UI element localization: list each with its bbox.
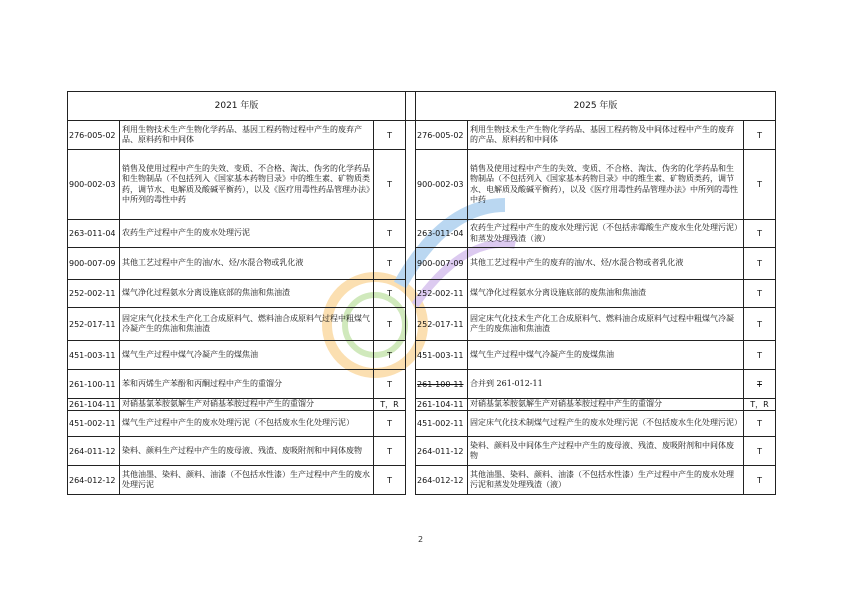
code-2025: 252-002-11 (416, 280, 468, 308)
table-row (68, 308, 776, 341)
desc-2025: 农药生产过程中产生的废水处理污泥（不包括赤霉酸生产废水生化处理污泥）和蒸发处理残渣（液） (468, 220, 744, 248)
code-2025: 264-011-12 (416, 437, 468, 466)
waste-comparison-table (67, 91, 776, 495)
code-2025: 261-104-11 (416, 399, 468, 411)
desc-2021: 对硝基氯苯胺氨解生产对硝基苯胺过程中产生的重馏分 (120, 399, 374, 411)
desc-2021: 其他油墨、染料、颜料、油漆（不包括水性漆）生产过程中产生的废水处理污泥 (120, 466, 374, 495)
category-2021: T (374, 341, 406, 370)
category-2021: T (374, 220, 406, 248)
desc-2021: 固定床气化技术生产化工合成原料气、燃料油合成原料气过程中粗煤气冷凝产生的焦油和焦油渣 (120, 308, 374, 341)
table-row (68, 121, 776, 150)
category-2025: T (744, 220, 776, 248)
table-row (68, 220, 776, 248)
category-2021: T (374, 370, 406, 399)
desc-2025: 合并到 261-012-11 (468, 370, 744, 399)
table-row (68, 280, 776, 308)
page-number: 2 (417, 535, 424, 544)
desc-2021: 煤气生产过程中产生的废水处理污泥（不包括废水生化处理污泥） (120, 411, 374, 437)
desc-2025: 煤气净化过程氨水分离设施底部的废焦油和焦油渣 (468, 280, 744, 308)
code-2025: 900-002-03 (416, 150, 468, 220)
category-2021: T (374, 150, 406, 220)
code-2025: 451-003-11 (416, 341, 468, 370)
code-2021: 252-017-11 (68, 308, 120, 341)
category-2025: T (744, 280, 776, 308)
category-2021: T (374, 248, 406, 280)
table-row (68, 248, 776, 280)
desc-2025: 固定床气化技术制煤气过程产生的废水处理污泥（不包括废水生化处理污泥） (468, 411, 744, 437)
category-2025 (744, 370, 776, 399)
category-2021: T (374, 466, 406, 495)
category-2025: T (744, 411, 776, 437)
deleted-category: T (757, 379, 762, 389)
desc-2021: 农药生产过程中产生的废水处理污泥 (120, 220, 374, 248)
code-2025: 900-007-09 (416, 248, 468, 280)
category-2025: T (744, 308, 776, 341)
code-2025: 252-017-11 (416, 308, 468, 341)
code-2021: 264-012-12 (68, 466, 120, 495)
header-2025: 2025 年版 (416, 92, 776, 121)
header-2021: 2021 年版 (68, 92, 406, 121)
code-2021: 900-002-03 (68, 150, 120, 220)
desc-2021: 煤气生产过程中煤气冷凝产生的煤焦油 (120, 341, 374, 370)
code-2025: 264-012-12 (416, 466, 468, 495)
table-row (68, 437, 776, 466)
category-2021: T (374, 308, 406, 341)
desc-2025: 对硝基氯苯胺氨解生产对硝基苯胺过程中产生的重馏分 (468, 399, 744, 411)
desc-2021: 苯和丙烯生产苯酚和丙酮过程中产生的重馏分 (120, 370, 374, 399)
header-row (68, 92, 776, 121)
category-2025: T (744, 248, 776, 280)
code-2021: 451-003-11 (68, 341, 120, 370)
desc-2025: 销售及使用过程中产生的失效、变质、不合格、淘汰、伪劣的化学药品和生物制品（不包括列入《国家基本药物目录》中的维生素、矿物质类药，调节水、电解质及酸碱平衡药），以及《医疗用毒性药品管理办法》中所列的毒性中药 (468, 150, 744, 220)
desc-2025: 其他油墨、染料、颜料、油漆（不包括水性漆）生产过程中产生的废水处理污泥和蒸发处理残渣（液） (468, 466, 744, 495)
category-2021: T (374, 437, 406, 466)
category-2025: T (744, 121, 776, 150)
category-2021: T (374, 280, 406, 308)
code-2021: 261-104-11 (68, 399, 120, 411)
category-2021: T (374, 121, 406, 150)
table-row (68, 150, 776, 220)
table-row (68, 466, 776, 495)
category-2025: T，R (744, 399, 776, 411)
code-2025 (416, 370, 468, 399)
desc-2021: 销售及使用过程中产生的失效、变质、不合格、淘汰、伪劣的化学药品和生物制品（不包括列入《国家基本药物目录》中的维生素、矿物质类药，调节水、电解质及酸碱平衡药），以及《医疗用毒性药品管理办法》中所列的毒性中药 (120, 150, 374, 220)
desc-2021: 煤气净化过程氨水分离设施底部的焦油和焦油渣 (120, 280, 374, 308)
code-2021: 276-005-02 (68, 121, 120, 150)
code-2021: 264-011-12 (68, 437, 120, 466)
desc-2021: 利用生物技术生产生物化学药品、基因工程药物过程中产生的废弃产品、原料药和中间体 (120, 121, 374, 150)
table-row (68, 341, 776, 370)
code-2021: 900-007-09 (68, 248, 120, 280)
code-2021: 263-011-04 (68, 220, 120, 248)
category-2025: T (744, 466, 776, 495)
desc-2025: 其他工艺过程中产生的废弃的油/水、烃/水混合物或者乳化液 (468, 248, 744, 280)
desc-2025: 染料、颜料及中间体生产过程中产生的废母液、残渣、废吸附剂和中间体废物 (468, 437, 744, 466)
desc-2025: 固定床气化技术生产化工合成原料气、燃料油合成原料气过程中粗煤气冷凝产生的废焦油和焦油渣 (468, 308, 744, 341)
code-2025: 263-011-04 (416, 220, 468, 248)
category-2021: T，R (374, 399, 406, 411)
table-row (68, 399, 776, 411)
code-2025: 276-005-02 (416, 121, 468, 150)
code-2021: 252-002-11 (68, 280, 120, 308)
table-row (68, 370, 776, 399)
table-row (68, 411, 776, 437)
code-2021: 451-002-11 (68, 411, 120, 437)
deleted-code: 261-100-11 (417, 379, 464, 389)
desc-2025: 利用生物技术生产生物化学药品、基因工程药物及中间体过程中产生的废弃的产品、原料药和中间体 (468, 121, 744, 150)
desc-2021: 染料、颜料生产过程中产生的废母液、残渣、废吸附剂和中间体废物 (120, 437, 374, 466)
desc-2021: 其他工艺过程中产生的油/水、烃/水混合物或乳化液 (120, 248, 374, 280)
category-2025: T (744, 341, 776, 370)
category-2025: T (744, 437, 776, 466)
category-2021: T (374, 411, 406, 437)
code-2021: 261-100-11 (68, 370, 120, 399)
code-2025: 451-002-11 (416, 411, 468, 437)
category-2025: T (744, 150, 776, 220)
desc-2025: 煤气生产过程中煤气冷凝产生的废煤焦油 (468, 341, 744, 370)
